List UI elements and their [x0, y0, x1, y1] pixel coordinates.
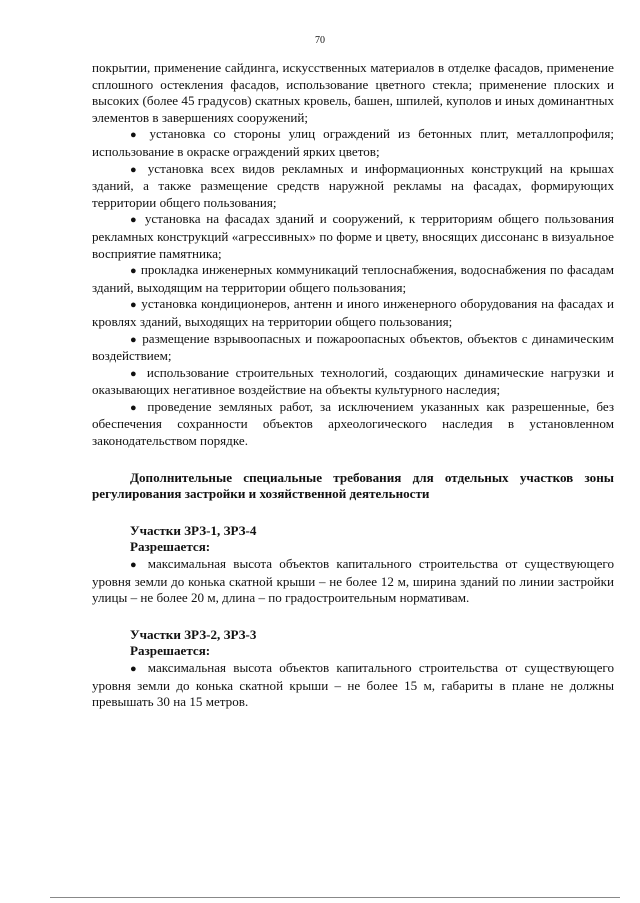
bottom-rule: [50, 897, 620, 898]
bullet-icon: ●: [130, 299, 138, 312]
bullet-item: [92, 296, 614, 330]
bullet-text: максимальная высота объектов капитального строительства от существующего уровня земли до конька скатной крыши – не более 12 м, ширина зданий по линии застройки улицы – не более 20 м, длина – по градостроительным нормативам.: [92, 556, 614, 606]
bullet-text: установка на фасадах зданий и сооружений, к территориям общего пользования рекламных конструкций «агрессивных» по форме и цвету, вносящих диссонанс в визуальное восприятие памятника;: [92, 211, 614, 261]
page-content: [92, 60, 614, 711]
bullet-icon: ●: [130, 367, 141, 380]
bullet-icon: ●: [130, 333, 138, 346]
bullet-item: [92, 161, 614, 212]
bullet-icon: ●: [130, 129, 142, 142]
bullet-icon: ●: [130, 214, 140, 227]
lead-paragraph: покрытии, применение сайдинга, искусственных материалов в отделке фасадов, применение сплошного остекления фасадов, использование цветного стекла; применение плоских и высоких (более 45 градусов) скатных кровель, башен, шпилей, куполов и иных доминантных элементов в завершениях сооружений;: [92, 60, 614, 125]
bullet-item: [92, 660, 614, 711]
allowed-label: Разрешается:: [130, 643, 211, 659]
bullet-item: [92, 556, 614, 607]
bullet-text: установка всех видов рекламных и информационных конструкций на крышах зданий, а также размещение средств наружной рекламы на фасадах, формирующих территории общего пользования;: [92, 160, 614, 210]
bullet-item: [92, 262, 614, 296]
bullet-text: максимальная высота объектов капитального строительства от существующего уровня земли до конька скатной крыши – не более 15 м, габариты в плане не должны превышать 30 на 15 метров.: [92, 660, 614, 710]
bullet-icon: ●: [130, 163, 141, 176]
page-number: 70: [315, 35, 325, 46]
bullet-item: [92, 399, 614, 450]
allowed-label: Разрешается:: [130, 539, 211, 555]
bullet-text: размещение взрывоопасных и пожароопасных объектов, объектов с динамическим воздействием;: [92, 330, 614, 364]
bullet-icon: ●: [130, 401, 141, 414]
subsection-title: Участки ЗРЗ-1, ЗРЗ-4: [130, 522, 257, 538]
bullet-icon: ●: [130, 559, 141, 572]
bullet-icon: ●: [130, 265, 138, 278]
section-heading: Дополнительные специальные требования для отдельных участков зоны регулирования застройки и хозяйственной деятельности: [92, 469, 614, 502]
bullet-icon: ●: [130, 663, 141, 675]
bullet-text: установка со стороны улиц ограждений из бетонных плит, металлопрофиля; использование в окраске ограждений ярких цветов;: [92, 126, 614, 159]
bullet-text: установка кондиционеров, антенн и иного инженерного оборудования на фасадах и кровлях зданий, выходящих на территории общего пользования;: [92, 296, 614, 329]
bullet-item: [92, 126, 614, 160]
bullet-item: [92, 365, 614, 399]
bullet-text: использование строительных технологий, создающих динамические нагрузки и оказывающих негативное воздействие на объекты культурного наследия;: [92, 364, 614, 398]
subsection-title: Участки ЗРЗ-2, ЗРЗ-3: [130, 626, 257, 642]
bullet-item: [92, 211, 614, 262]
bullet-item: [92, 331, 614, 365]
bullet-text: прокладка инженерных коммуникаций теплоснабжения, водоснабжения по фасадам зданий, выходящим на территории общего пользования;: [92, 262, 614, 295]
bullet-text: проведение земляных работ, за исключением указанных как разрешенные, без обеспечения сохранности объектов археологического наследия в установленном законодательством порядке.: [92, 398, 614, 449]
